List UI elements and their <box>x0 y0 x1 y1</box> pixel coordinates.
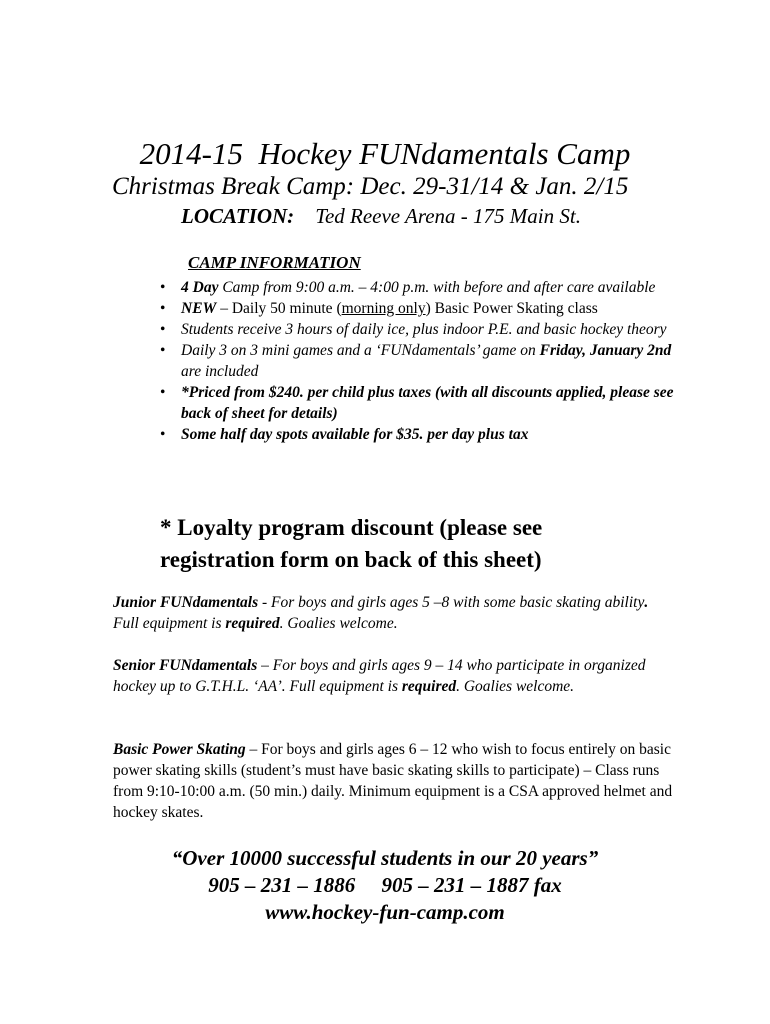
bullet-text: Camp from 9:00 a.m. – 4:00 p.m. with before and after care available <box>218 279 656 296</box>
program-text: - For boys and girls ages 5 –8 with some basic skating ability <box>258 594 645 611</box>
bullet-text: are included <box>181 363 259 380</box>
list-item <box>160 319 680 340</box>
bullet-text: Some half day spots available for $35. per day plus tax <box>181 426 529 443</box>
program-text: . Goalies welcome. <box>279 615 398 632</box>
senior-program-description <box>113 655 673 697</box>
closing-block <box>0 845 770 926</box>
location-line <box>181 203 581 229</box>
camp-information-list <box>160 277 680 445</box>
location-value: Ted Reeve Arena - 175 Main St. <box>315 204 581 228</box>
website-url: www.hockey-fun-camp.com <box>265 900 505 924</box>
loyalty-discount-note: * Loyalty program discount (please see registration form on back of this sheet) <box>160 515 543 572</box>
list-item <box>160 424 680 445</box>
list-item <box>160 340 680 382</box>
bullet-text: ) Basic Power Skating class <box>425 300 598 317</box>
bullet-text: Daily 3 on 3 mini games and a ‘FUNdamentals’ game on <box>181 342 540 359</box>
program-name: Basic Power Skating <box>113 741 246 758</box>
success-quote: “Over 10000 successful students in our 20 years” <box>171 846 599 870</box>
program-name: Senior FUNdamentals <box>113 657 258 674</box>
list-item <box>160 298 680 319</box>
bullet-text: – Daily 50 minute ( <box>216 300 342 317</box>
location-label: LOCATION: <box>181 204 295 228</box>
bullet-bold-text: Friday, January 2nd <box>539 342 672 359</box>
bullet-text: *Priced from $240. per child plus taxes (with all discounts applied, please see back of sheet for details) <box>181 384 674 422</box>
program-name: Junior FUNdamentals <box>113 594 259 611</box>
list-item <box>160 277 680 298</box>
program-text: – For boys and girls ages 6 – 12 who wish to focus entirely on basic power skating skills (student’s must have basic skating skills to participate) – Class runs from 9:10-10:00 a.m. (50 min.) daily. Minimum equipment is a CSA approved helmet and hockey skates. <box>113 741 673 821</box>
junior-program-description <box>113 592 673 634</box>
basic-power-skating-description <box>113 739 673 823</box>
program-text: – For boys and girls ages 9 – 14 who participate in organized hockey up to G.T.H.L. ‘AA’. Full equipment is <box>113 657 646 695</box>
bullet-lead: 4 Day <box>181 279 219 296</box>
list-item <box>160 382 680 424</box>
camp-information-heading: CAMP INFORMATION <box>188 253 361 272</box>
bullet-lead: NEW <box>181 300 217 317</box>
program-text: . <box>644 594 649 611</box>
flyer-title: 2014-15 Hockey FUNdamentals Camp <box>139 136 631 171</box>
phone-numbers: 905 – 231 – 1886 905 – 231 – 1887 fax <box>208 873 562 897</box>
program-text: Full equipment is <box>113 615 226 632</box>
required-emphasis: required <box>225 615 280 632</box>
bullet-underlined-text: morning only <box>341 300 426 317</box>
bullet-text: Students receive 3 hours of daily ice, plus indoor P.E. and basic hockey theory <box>181 321 667 338</box>
camp-dates-subtitle: Christmas Break Camp: Dec. 29-31/14 & Jan. 2/15 <box>112 173 629 200</box>
required-emphasis: required <box>401 678 457 695</box>
program-text: . Goalies welcome. <box>456 678 575 695</box>
